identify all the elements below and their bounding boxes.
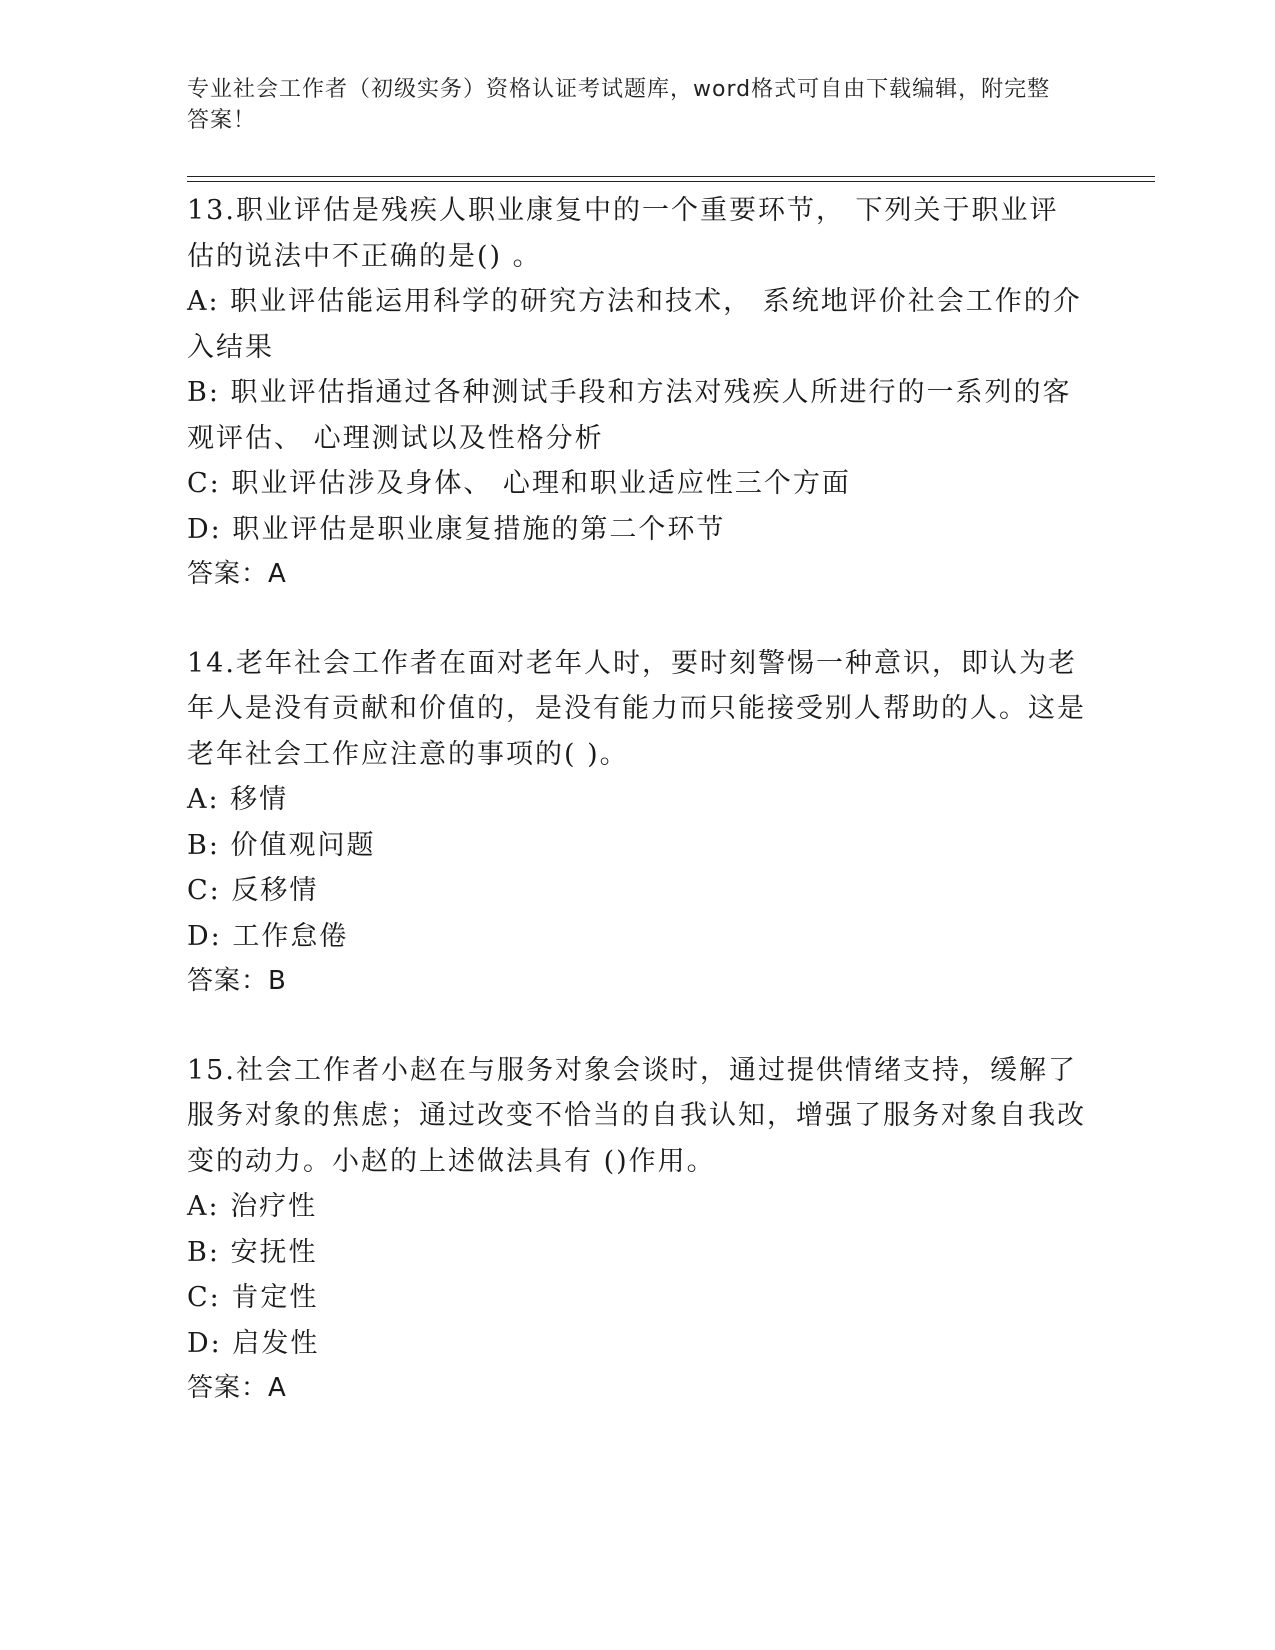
header-divider-bottom: [187, 181, 1155, 182]
question-stem: 13.职业评估是残疾人职业康复中的一个重要环节， 下列关于职业评估的说法中不正确的是() 。: [187, 195, 1059, 272]
option-d: D: 启发性: [187, 1327, 320, 1359]
header-divider-top: [187, 176, 1155, 177]
answer-line: 答案：B: [187, 966, 287, 996]
option-a: A: 治疗性: [187, 1191, 318, 1222]
option-d: D: 工作怠倦: [187, 920, 349, 952]
option-b: B: 职业评估指通过各种测试手段和方法对残疾人所进行的一系列的客观评估、 心理测试以及性格分析: [187, 377, 1072, 454]
answer-line: 答案：A: [187, 559, 287, 589]
question-stem: 15.社会工作者小赵在与服务对象会谈时，通过提供情绪支持，缓解了服务对象的焦虑；通过改变不恰当的自我认知，增强了服务对象自我改变的动力。小赵的上述做法具有 ()作用。: [187, 1054, 1086, 1177]
option-b: B: 价值观问题: [187, 829, 376, 861]
option-c: C: 反移情: [187, 875, 319, 906]
question-14: [187, 641, 1087, 1005]
option-d: D: 职业评估是职业康复措施的第二个环节: [187, 513, 726, 545]
question-13: [187, 188, 1087, 598]
question-15: [187, 1048, 1087, 1412]
option-a: A: 职业评估能运用科学的研究方法和技术， 系统地评价社会工作的介入结果: [187, 286, 1082, 363]
option-c: C: 职业评估涉及身体、 心理和职业适应性三个方面: [187, 468, 851, 499]
question-stem: 14.老年社会工作者在面对老年人时，要时刻警惕一种意识，即认为老年人是没有贡献和价值的，是没有能力而只能接受别人帮助的人。这是老年社会工作应注意的事项的( )。: [187, 647, 1086, 770]
answer-line: 答案：A: [187, 1373, 287, 1403]
question-list: [187, 188, 1087, 1455]
document-header: 专业社会工作者（初级实务）资格认证考试题库，word格式可自由下载编辑，附完整答案！: [187, 77, 1051, 133]
option-b: B: 安抚性: [187, 1236, 318, 1268]
option-a: A: 移情: [187, 784, 289, 815]
option-c: C: 肯定性: [187, 1282, 319, 1313]
